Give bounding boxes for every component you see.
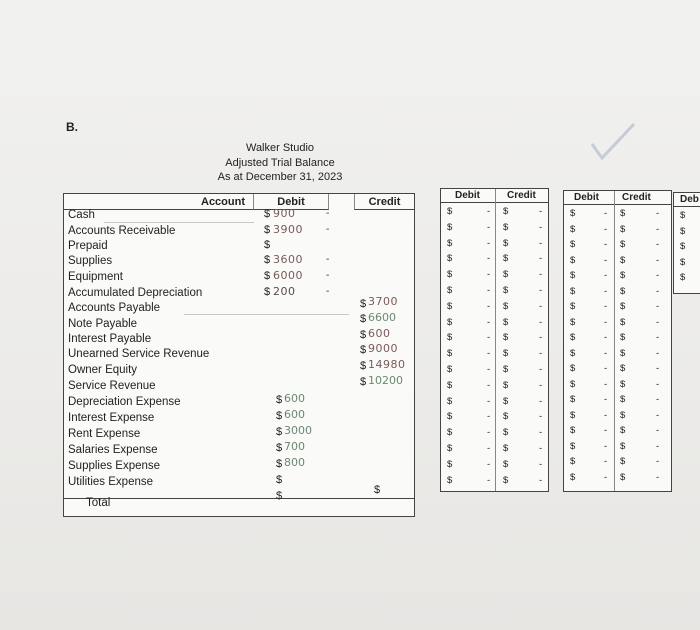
dash-mark: - bbox=[326, 254, 330, 265]
currency-sign: $ bbox=[447, 206, 453, 217]
dash-mark: - bbox=[539, 253, 543, 265]
dash-mark: - bbox=[487, 316, 491, 328]
currency-sign: $ bbox=[503, 285, 509, 296]
credit-column-header: Credit bbox=[354, 194, 414, 210]
dash-mark: - bbox=[326, 208, 330, 219]
dash-mark: - bbox=[539, 395, 543, 407]
currency-sign: $ bbox=[360, 360, 367, 372]
dash-mark: - bbox=[656, 254, 660, 266]
dash-mark: - bbox=[656, 270, 660, 281]
currency-sign: $ bbox=[570, 285, 576, 297]
debit-column-header: Debit bbox=[455, 190, 480, 201]
dash-mark: - bbox=[487, 269, 491, 281]
dash-mark: - bbox=[539, 316, 543, 328]
credit-column-header: Credit bbox=[507, 190, 536, 201]
currency-sign: $ bbox=[447, 427, 453, 439]
handwritten-debit: 600 bbox=[284, 408, 305, 421]
dash-mark: - bbox=[604, 285, 608, 297]
dash-mark: - bbox=[539, 458, 543, 470]
dash-mark: - bbox=[487, 285, 491, 296]
account-name: Rent Expense bbox=[68, 428, 141, 440]
dash-mark: - bbox=[604, 471, 608, 483]
account-name: Depreciation Expense bbox=[68, 396, 181, 408]
currency-sign: $ bbox=[447, 332, 453, 344]
currency-sign: $ bbox=[680, 241, 686, 252]
currency-sign: $ bbox=[276, 394, 283, 406]
dash-mark: - bbox=[487, 395, 491, 407]
account-name: Utilities Expense bbox=[68, 476, 154, 488]
currency-sign: $ bbox=[503, 364, 509, 375]
currency-sign: $ bbox=[620, 270, 626, 281]
debit-column-header: Deb bbox=[680, 194, 699, 205]
account-name: Owner Equity bbox=[68, 364, 138, 376]
currency-sign: $ bbox=[570, 456, 576, 467]
currency-sign: $ bbox=[447, 221, 453, 233]
dash-mark: - bbox=[656, 347, 660, 359]
currency-sign: $ bbox=[360, 313, 367, 325]
dash-mark: - bbox=[604, 223, 608, 235]
currency-sign: $ bbox=[570, 347, 576, 359]
currency-sign: $ bbox=[570, 270, 576, 281]
currency-sign: $ bbox=[620, 471, 626, 483]
currency-sign: $ bbox=[570, 239, 576, 250]
currency-sign: $ bbox=[680, 256, 686, 268]
currency-sign: $ bbox=[447, 364, 453, 375]
dash-mark: - bbox=[539, 427, 543, 439]
account-name: Interest Expense bbox=[68, 412, 155, 424]
currency-sign: $ bbox=[503, 443, 509, 454]
currency-sign: $ bbox=[620, 239, 626, 250]
currency-sign: $ bbox=[620, 301, 626, 312]
currency-sign: $ bbox=[264, 286, 271, 298]
dash-mark: - bbox=[604, 456, 608, 467]
dash-mark: - bbox=[539, 237, 543, 249]
account-column-header: Account bbox=[64, 194, 254, 210]
dash-mark: - bbox=[604, 239, 608, 250]
dash-mark: - bbox=[487, 427, 491, 439]
dash-mark: - bbox=[539, 364, 543, 375]
dash-mark: - bbox=[604, 363, 608, 374]
dash-mark: - bbox=[604, 316, 608, 328]
dash-mark: - bbox=[539, 206, 543, 217]
currency-sign: $ bbox=[620, 363, 626, 374]
dash-mark: - bbox=[656, 208, 660, 219]
currency-sign: $ bbox=[570, 409, 576, 421]
dash-mark: - bbox=[326, 270, 330, 281]
dash-mark: - bbox=[539, 379, 543, 391]
currency-sign: $ bbox=[264, 239, 271, 251]
account-name: Supplies Expense bbox=[68, 460, 161, 472]
dash-mark: - bbox=[656, 223, 660, 235]
currency-sign: $ bbox=[447, 269, 453, 281]
currency-sign: $ bbox=[276, 410, 283, 422]
statement-title: Adjusted Trial Balance bbox=[225, 157, 335, 169]
account-name: Note Payable bbox=[68, 318, 138, 330]
currency-sign: $ bbox=[264, 254, 271, 266]
dash-mark: - bbox=[656, 409, 660, 421]
dash-mark: - bbox=[604, 301, 608, 312]
dash-mark: - bbox=[656, 471, 660, 483]
worksheet-table-3 bbox=[563, 190, 672, 492]
currency-sign: $ bbox=[447, 316, 453, 328]
account-name: Salaries Expense bbox=[68, 444, 158, 456]
adjusted-trial-balance-table bbox=[63, 193, 415, 517]
dash-mark: - bbox=[656, 332, 660, 343]
dash-mark: - bbox=[604, 347, 608, 359]
currency-sign: $ bbox=[276, 442, 283, 454]
currency-sign: $ bbox=[447, 474, 453, 486]
handwritten-debit: 900 bbox=[273, 207, 296, 220]
checkmark-icon bbox=[588, 120, 638, 165]
currency-sign: $ bbox=[570, 254, 576, 266]
currency-sign: $ bbox=[620, 456, 626, 467]
currency-sign: $ bbox=[503, 300, 509, 312]
currency-sign: $ bbox=[570, 440, 576, 452]
handwritten-credit: 6600 bbox=[368, 311, 396, 324]
dash-mark: - bbox=[487, 443, 491, 454]
dash-mark: - bbox=[487, 474, 491, 486]
currency-sign: $ bbox=[570, 301, 576, 312]
currency-sign: $ bbox=[503, 221, 509, 233]
currency-sign: $ bbox=[620, 440, 626, 452]
currency-sign: $ bbox=[570, 363, 576, 374]
dash-mark: - bbox=[604, 270, 608, 281]
currency-sign: $ bbox=[503, 474, 509, 486]
account-name: Cash bbox=[68, 209, 95, 221]
dash-mark: - bbox=[326, 224, 330, 235]
currency-sign: $ bbox=[503, 316, 509, 328]
currency-sign: $ bbox=[447, 395, 453, 407]
dash-mark: - bbox=[487, 300, 491, 312]
currency-sign: $ bbox=[264, 270, 271, 282]
dash-mark: - bbox=[656, 456, 660, 467]
currency-sign: $ bbox=[620, 285, 626, 297]
dash-mark: - bbox=[487, 221, 491, 233]
dash-mark: - bbox=[604, 409, 608, 421]
currency-sign: $ bbox=[503, 395, 509, 407]
dash-mark: - bbox=[604, 208, 608, 219]
currency-sign: $ bbox=[620, 409, 626, 421]
dash-mark: - bbox=[656, 301, 660, 312]
currency-sign: $ bbox=[360, 298, 367, 310]
dash-mark: - bbox=[656, 394, 660, 405]
handwritten-debit: 600 bbox=[284, 392, 305, 405]
dash-mark: - bbox=[539, 474, 543, 486]
dash-mark: - bbox=[539, 443, 543, 454]
dash-mark: - bbox=[604, 425, 608, 436]
worksheet-table-2 bbox=[440, 188, 549, 492]
account-name: Accumulated Depreciation bbox=[68, 287, 203, 299]
handwritten-credit: 9000 bbox=[368, 342, 398, 355]
currency-sign: $ bbox=[503, 379, 509, 391]
dash-mark: - bbox=[656, 316, 660, 328]
currency-sign: $ bbox=[276, 426, 283, 438]
currency-sign: $ bbox=[447, 379, 453, 391]
dash-mark: - bbox=[539, 285, 543, 296]
handwritten-debit: 3900 bbox=[273, 223, 303, 236]
dash-mark: - bbox=[487, 237, 491, 249]
account-name: Accounts Payable bbox=[68, 302, 161, 314]
currency-sign: $ bbox=[447, 285, 453, 296]
dash-mark: - bbox=[487, 411, 491, 423]
handwritten-credit: 14980 bbox=[368, 358, 406, 371]
account-name: Equipment bbox=[68, 271, 123, 283]
currency-sign: $ bbox=[680, 210, 686, 221]
part-label: B. bbox=[66, 120, 78, 134]
currency-sign: $ bbox=[570, 394, 576, 405]
dash-mark: - bbox=[656, 239, 660, 250]
dash-mark: - bbox=[487, 458, 491, 470]
currency-sign: $ bbox=[503, 253, 509, 265]
debit-column-header: Debit bbox=[574, 192, 599, 203]
entry-line bbox=[184, 314, 349, 315]
dash-mark: - bbox=[487, 364, 491, 375]
currency-sign: $ bbox=[570, 223, 576, 235]
account-name: Prepaid bbox=[68, 240, 108, 252]
currency-sign: $ bbox=[447, 300, 453, 312]
handwritten-debit: 3000 bbox=[284, 424, 312, 437]
credit-column-header: Credit bbox=[622, 192, 651, 203]
currency-sign: $ bbox=[620, 332, 626, 343]
total-label: Total bbox=[86, 497, 111, 509]
currency-sign: $ bbox=[447, 348, 453, 360]
account-name: Unearned Service Revenue bbox=[68, 348, 210, 360]
currency-sign: $ bbox=[503, 411, 509, 423]
currency-sign: $ bbox=[503, 348, 509, 360]
currency-sign: $ bbox=[447, 411, 453, 423]
dash-mark: - bbox=[539, 269, 543, 281]
handwritten-debit: 800 bbox=[284, 456, 305, 469]
dash-mark: - bbox=[539, 348, 543, 360]
dash-mark: - bbox=[487, 348, 491, 360]
debit-column-header: Debit bbox=[254, 194, 329, 210]
handwritten-debit: 3600 bbox=[273, 253, 303, 266]
currency-sign: $ bbox=[360, 376, 367, 388]
account-name: Service Revenue bbox=[68, 380, 156, 392]
currency-sign: $ bbox=[276, 474, 283, 486]
company-name: Walker Studio bbox=[245, 142, 315, 154]
dash-mark: - bbox=[487, 206, 491, 217]
currency-sign: $ bbox=[360, 344, 367, 356]
currency-sign: $ bbox=[620, 208, 626, 219]
dash-mark: - bbox=[656, 425, 660, 436]
currency-sign: $ bbox=[620, 254, 626, 266]
currency-sign: $ bbox=[447, 237, 453, 249]
dash-mark: - bbox=[656, 285, 660, 297]
currency-sign: $ bbox=[680, 225, 686, 237]
dash-mark: - bbox=[604, 254, 608, 266]
currency-sign: $ bbox=[620, 316, 626, 328]
handwritten-debit: 700 bbox=[284, 440, 305, 453]
currency-sign: $ bbox=[570, 316, 576, 328]
currency-sign: $ bbox=[620, 223, 626, 235]
currency-sign: $ bbox=[503, 269, 509, 281]
currency-sign: $ bbox=[620, 378, 626, 390]
dash-mark: - bbox=[656, 440, 660, 452]
handwritten-debit: 200 bbox=[273, 285, 296, 298]
statement-date: As at December 31, 2023 bbox=[217, 171, 343, 183]
dash-mark: - bbox=[604, 440, 608, 452]
entry-line bbox=[104, 222, 254, 223]
currency-sign: $ bbox=[620, 394, 626, 405]
currency-sign: $ bbox=[620, 347, 626, 359]
worksheet-table-4 bbox=[673, 192, 700, 294]
currency-sign: $ bbox=[570, 378, 576, 390]
dash-mark: - bbox=[656, 378, 660, 390]
currency-sign: $ bbox=[570, 332, 576, 343]
handwritten-credit: 600 bbox=[368, 327, 391, 340]
currency-sign: $ bbox=[360, 329, 367, 341]
account-name: Accounts Receivable bbox=[68, 225, 176, 237]
dash-mark: - bbox=[604, 332, 608, 343]
currency-sign: $ bbox=[264, 208, 271, 220]
currency-sign: $ bbox=[447, 253, 453, 265]
dash-mark: - bbox=[487, 332, 491, 344]
currency-sign: $ bbox=[276, 490, 283, 502]
dash-mark: - bbox=[539, 221, 543, 233]
currency-sign: $ bbox=[447, 443, 453, 454]
currency-sign: $ bbox=[620, 425, 626, 436]
handwritten-credit: 3700 bbox=[368, 295, 398, 308]
dash-mark: - bbox=[656, 363, 660, 374]
currency-sign: $ bbox=[503, 206, 509, 217]
account-name: Supplies bbox=[68, 255, 113, 267]
currency-sign: $ bbox=[570, 208, 576, 219]
account-name: Interest Payable bbox=[68, 333, 152, 345]
currency-sign: $ bbox=[264, 224, 271, 236]
dash-mark: - bbox=[604, 394, 608, 405]
dash-mark: - bbox=[487, 253, 491, 265]
dash-mark: - bbox=[326, 286, 330, 297]
dash-mark: - bbox=[539, 300, 543, 312]
currency-sign: $ bbox=[503, 237, 509, 249]
currency-sign: $ bbox=[570, 471, 576, 483]
currency-sign: $ bbox=[447, 458, 453, 470]
currency-sign: $ bbox=[570, 425, 576, 436]
dash-mark: - bbox=[487, 379, 491, 391]
dash-mark: - bbox=[539, 411, 543, 423]
dash-mark: - bbox=[539, 332, 543, 344]
currency-sign: $ bbox=[276, 458, 283, 470]
currency-sign: $ bbox=[374, 484, 381, 496]
handwritten-debit: 6000 bbox=[273, 269, 303, 282]
handwritten-credit: 10200 bbox=[368, 374, 403, 387]
currency-sign: $ bbox=[503, 332, 509, 344]
dash-mark: - bbox=[604, 378, 608, 390]
currency-sign: $ bbox=[503, 427, 509, 439]
currency-sign: $ bbox=[680, 272, 686, 283]
currency-sign: $ bbox=[503, 458, 509, 470]
total-row bbox=[64, 498, 414, 499]
